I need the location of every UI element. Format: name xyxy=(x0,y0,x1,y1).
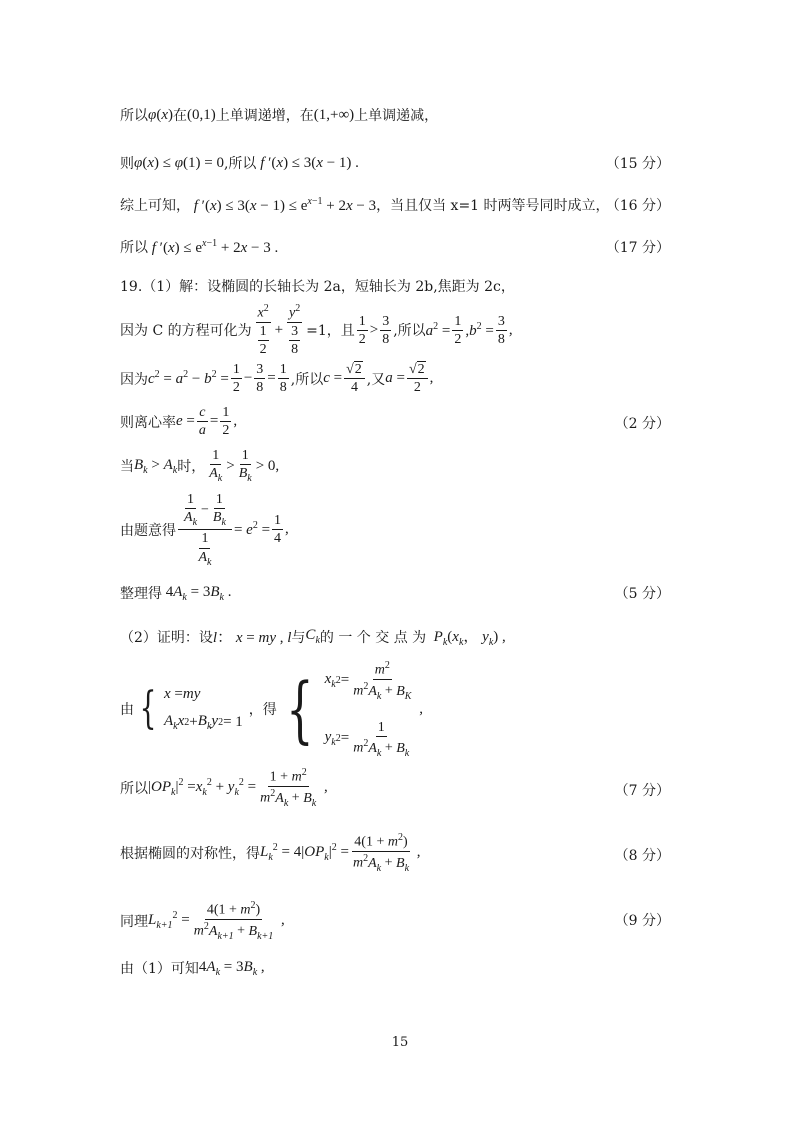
fraction: $\frac{1}{2}$ xyxy=(232,362,240,396)
text: ,所以 xyxy=(290,371,324,388)
score: （9 分） xyxy=(614,913,670,929)
fraction: $\frac{1}{B_k}$ xyxy=(238,448,252,485)
text: 由（1）可知 xyxy=(120,961,199,977)
line-6: 因为 C 的方程可化为 $\frac{x^2}{\frac{1}{2}}$ + $\frac{y^2}{\frac{3}{8}}$ =1，且 $\frac{1}{2}$ > $\frac{3}{8}$ ,所以 $a^2$ = $\frac{1}{2}$ $,b^2$ = $\frac{3}{8}$ , xyxy=(120,303,513,358)
math: f $'(x) \le 3(x - 1) \le e^{x-1} + 2x - 3$ xyxy=(193,195,377,214)
score: （7 分） xyxy=(614,783,670,799)
text: 所以 xyxy=(120,780,148,797)
fraction: $\frac{√2}{4}$ xyxy=(344,362,365,396)
text: 综上可知， xyxy=(120,198,190,214)
brace: { xyxy=(139,683,157,735)
text: 的 一 个 交 点 为 xyxy=(319,629,427,646)
fraction: $\frac{1}{4}$ xyxy=(274,512,282,547)
text: ，得 xyxy=(248,702,277,719)
text: 由 xyxy=(120,702,134,719)
text: 则离心率 xyxy=(120,414,176,431)
fraction: $\frac{c}{a}$ xyxy=(198,405,206,439)
line-9: 当 $B_k > A_k$ 时， $\frac{1}{A_k}$ > $\frac{1}{B_k}$ > 0, xyxy=(120,448,280,485)
fraction: $\frac{1 + m^2}{m^2A_k + B_k}$ xyxy=(260,767,317,809)
line-11: 整理得 $4A_k = 3B_k$ . xyxy=(120,583,232,603)
math: φ(x) ≤ φ(1) = 0 xyxy=(134,154,224,171)
fraction: $\frac{y^2}{\frac{3}{8}}$ xyxy=(288,303,301,358)
text: 所以 xyxy=(120,240,148,256)
text: ,又 xyxy=(366,371,386,388)
text: 根据椭圆的对称性，得 xyxy=(120,845,260,862)
fraction: $\frac{3}{8}$ xyxy=(382,313,390,347)
math: f ′(x) ≤ 3(x − 1) . xyxy=(260,154,359,171)
text: （2）证明：设 xyxy=(120,629,213,646)
text: 在 xyxy=(172,108,187,124)
text: 与 xyxy=(291,629,306,646)
line-17: 由（1）可知 $4A_k = 3B_k$ , xyxy=(120,958,265,978)
text: 因为 xyxy=(120,371,148,388)
equation-system: x = my $A_kx$ 2 + $B_ky$ 2 = 1 xyxy=(164,686,243,733)
fraction: $\frac{1}{2}$ xyxy=(222,405,230,439)
fraction: $\frac{4(1 + m^2)}{m^2A_k + B_k}$ xyxy=(352,832,410,874)
fraction: $\frac{3}{8}$ xyxy=(497,313,505,347)
text: 上单调递增，在 xyxy=(215,108,314,124)
text: 同理 xyxy=(120,913,148,930)
text: 整理得 xyxy=(120,586,162,602)
score: （8 分） xyxy=(614,848,670,864)
brace: { xyxy=(285,667,314,752)
line-12: （2）证明：设 l： x = my , l 与 $C_k$ 的 一 个 交 点 为 $P_k(x_k$， $y_k$) , xyxy=(120,627,506,648)
fraction: $\frac{4(1 + m^2)}{m^2A_{k+1} + B_{k+1}}$ xyxy=(193,900,274,942)
text: 所以 xyxy=(120,108,148,124)
fraction: $\frac{1}{A_k}$ − $\frac{1}{B_k}$ $\frac{1}{A_k}$ xyxy=(178,492,232,567)
line-5 xyxy=(120,276,515,296)
page-number: 15 xyxy=(391,1035,409,1050)
text: ,所以 xyxy=(223,156,257,172)
text: ，当且仅当 x=1 时两等号同时成立， xyxy=(376,198,610,214)
fraction: $\frac{x^2}{\frac{1}{2}}$ xyxy=(257,303,269,358)
line-3 xyxy=(120,195,610,215)
math: φ(x) xyxy=(148,106,173,123)
line-8: 则离心率 e = $\frac{c}{a}$ = $\frac{1}{2}$ , xyxy=(120,405,238,439)
line-7: 因为 $c^2 = a^2 - b^2$ = $\frac{1}{2}$ − $\frac{3}{8}$ = $\frac{1}{8}$ ,所以 c = $\frac{√2}{4}$ ,又 a = $\frac{√2}{2}$ , xyxy=(120,362,434,396)
line-13: 由 { x = my $A_kx$ 2 + $B_ky$ 2 = 1 ，得 { $x_k$ 2 = $\frac{m^2}{m^2A_k + B_K}$ $y_k$ 2 = $\frac{1}{m^2A_k + B_k}$ , xyxy=(120,660,423,759)
score: （5 分） xyxy=(614,586,670,602)
text: 由题意得 xyxy=(120,522,176,539)
line-4 xyxy=(120,237,278,257)
fraction: $\frac{1}{A_k}$ xyxy=(209,448,223,485)
line-14: 所以 $|OP_k|^2 =x_k^2 + y_k^2$ = $\frac{1 + m^2}{m^2A_k + B_k}$ , xyxy=(120,767,328,809)
score: （15 分） xyxy=(605,156,670,172)
text: ,所以 xyxy=(393,323,426,340)
line-1 xyxy=(120,105,438,125)
fraction: $\frac{1}{8}$ xyxy=(279,362,287,396)
math: f $'(x) \le e^{x-1} + 2x - 3$ . xyxy=(151,237,279,256)
line-10: 由题意得 $\frac{1}{A_k}$ − $\frac{1}{B_k}$ $\frac{1}{A_k}$ = $e^2$ = $\frac{1}{4}$ , xyxy=(120,492,289,568)
fraction: $\frac{√2}{2}$ xyxy=(407,362,428,396)
line-16: 同理 $L_{k+1}^2$ = $\frac{4(1 + m^2)}{m^2A_{k+1} + B_{k+1}}$ , xyxy=(120,900,285,942)
fraction: $\frac{3}{8}$ xyxy=(256,362,264,396)
text: 则 xyxy=(120,156,134,172)
score: （16 分） xyxy=(605,198,670,214)
text: 时， xyxy=(177,459,206,476)
text: 因为 C 的方程可化为 xyxy=(120,323,252,340)
text: =1，且 xyxy=(306,323,355,340)
fraction: $\frac{1}{2}$ xyxy=(454,313,462,347)
text: 当 xyxy=(120,459,134,476)
equation-system: $x_k$ 2 = $\frac{m^2}{m^2A_k + B_K}$ $y_k$ 2 = $\frac{1}{m^2A_k + B_k}$ xyxy=(324,660,412,759)
text: 19.（1）解：设椭圆的长轴长为 2a，短轴长为 2b,焦距为 2c， xyxy=(120,279,515,295)
score: （17 分） xyxy=(605,240,670,256)
math: (0,1) xyxy=(186,106,216,123)
line-15: 根据椭圆的对称性，得 $L_k^2 = 4|OP_k|^2$ = $\frac{4(1 + m^2)}{m^2A_k + B_k}$ , xyxy=(120,832,421,874)
line-2 xyxy=(120,153,359,173)
text: 上单调递减， xyxy=(354,108,439,124)
score: （2 分） xyxy=(614,416,670,432)
fraction: $\frac{1}{2}$ xyxy=(358,313,366,347)
math: (1,+∞) xyxy=(313,106,355,123)
